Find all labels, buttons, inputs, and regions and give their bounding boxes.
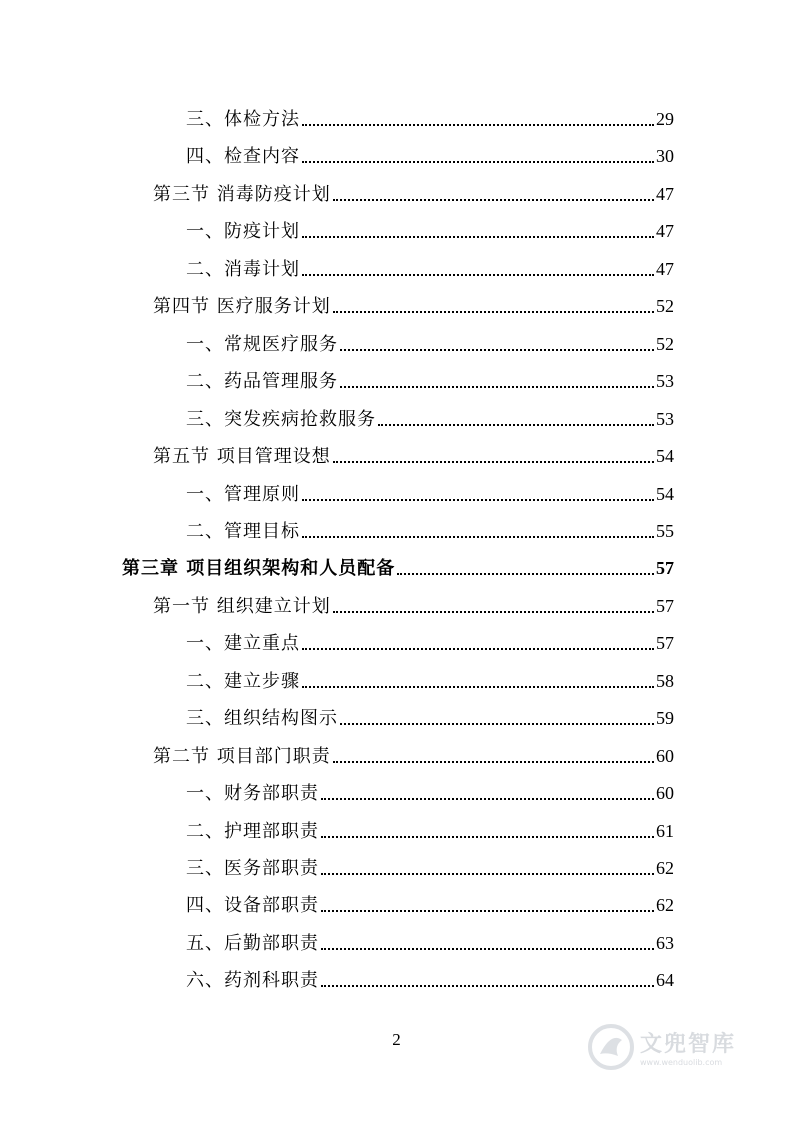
toc-label: 一、管理原则	[186, 484, 300, 505]
toc-row[interactable]	[186, 331, 674, 357]
toc-label: 第三章 项目组织架构和人员配备	[122, 558, 396, 579]
toc-row[interactable]	[186, 892, 674, 918]
toc-row[interactable]	[186, 668, 674, 694]
toc-page-number: 64	[656, 970, 674, 990]
toc-row[interactable]	[186, 481, 674, 507]
toc-label: 一、财务部职责	[186, 783, 319, 804]
toc-dot-leader	[340, 386, 654, 388]
toc-dot-leader	[321, 910, 654, 912]
toc-row[interactable]	[186, 855, 674, 881]
toc-row[interactable]	[153, 293, 674, 319]
toc-row[interactable]	[186, 930, 674, 956]
toc-row[interactable]	[186, 818, 674, 844]
toc-label: 一、防疫计划	[186, 221, 300, 242]
watermark-url: www.wenduolib.com	[640, 1058, 723, 1067]
toc-label: 第二节 项目部门职责	[153, 746, 331, 767]
toc-dot-leader	[302, 499, 654, 501]
toc-label: 六、药剂科职责	[186, 970, 319, 991]
toc-row[interactable]	[186, 218, 674, 244]
toc-dot-leader	[302, 124, 654, 126]
toc-row[interactable]	[186, 368, 674, 394]
toc-row[interactable]	[153, 443, 674, 469]
toc-label: 第五节 项目管理设想	[153, 446, 331, 467]
toc-label: 三、突发疾病抢救服务	[186, 409, 376, 430]
toc-page-number: 62	[656, 895, 674, 915]
toc-page-number: 53	[656, 371, 674, 391]
toc-dot-leader	[340, 349, 654, 351]
toc-row[interactable]	[153, 593, 674, 619]
toc-label: 第四节 医疗服务计划	[153, 296, 331, 317]
toc-dot-leader	[333, 311, 654, 313]
toc-page-number: 47	[656, 221, 674, 241]
toc-page-number: 52	[656, 296, 674, 316]
toc-dot-leader	[302, 648, 654, 650]
watermark	[588, 1020, 778, 1074]
toc-page-number: 47	[656, 184, 674, 204]
toc-page-number: 59	[656, 708, 674, 728]
toc-dot-leader	[378, 424, 654, 426]
toc-page-number: 57	[656, 558, 674, 578]
toc-page-number: 58	[656, 671, 674, 691]
toc-label: 三、组织结构图示	[186, 708, 338, 729]
wenduo-logo-icon	[588, 1024, 634, 1070]
toc-label: 三、体检方法	[186, 109, 300, 130]
toc-dot-leader	[321, 948, 654, 950]
toc-label: 二、管理目标	[186, 521, 300, 542]
toc-dot-leader	[321, 985, 654, 987]
toc-page-number: 29	[656, 109, 674, 129]
toc-page-number: 55	[656, 521, 674, 541]
toc-row[interactable]	[186, 518, 674, 544]
toc-label: 一、常规医疗服务	[186, 334, 338, 355]
toc-dot-leader	[302, 274, 654, 276]
toc-page-number: 60	[656, 783, 674, 803]
toc-label: 二、药品管理服务	[186, 371, 338, 392]
toc-page-number: 53	[656, 409, 674, 429]
toc-page-number: 62	[656, 858, 674, 878]
toc-page-number: 57	[656, 596, 674, 616]
toc-dot-leader	[302, 686, 654, 688]
toc-page-number: 60	[656, 746, 674, 766]
toc-row[interactable]	[186, 705, 674, 731]
toc-row[interactable]	[186, 143, 674, 169]
toc-label: 第一节 组织建立计划	[153, 596, 331, 617]
toc-page-number: 47	[656, 259, 674, 279]
toc-dot-leader	[302, 236, 654, 238]
toc-dot-leader	[333, 761, 654, 763]
toc-page-number: 61	[656, 821, 674, 841]
toc-label: 二、建立步骤	[186, 671, 300, 692]
toc-label: 一、建立重点	[186, 633, 300, 654]
toc-dot-leader	[333, 199, 654, 201]
toc-row[interactable]	[186, 106, 674, 132]
toc-page-number: 57	[656, 633, 674, 653]
toc-dot-leader	[340, 723, 654, 725]
toc-dot-leader	[321, 873, 654, 875]
toc-row[interactable]	[186, 256, 674, 282]
toc-dot-leader	[321, 798, 654, 800]
toc-dot-leader	[302, 161, 654, 163]
toc-label: 第三节 消毒防疫计划	[153, 184, 331, 205]
toc-label: 五、后勤部职责	[186, 933, 319, 954]
toc-dot-leader	[333, 611, 654, 613]
toc-row[interactable]	[122, 555, 674, 581]
toc-dot-leader	[333, 461, 654, 463]
toc-row[interactable]	[186, 780, 674, 806]
toc-label: 四、检查内容	[186, 146, 300, 167]
toc-page-number: 63	[656, 933, 674, 953]
toc-row[interactable]	[186, 406, 674, 432]
toc-dot-leader	[397, 573, 654, 575]
watermark-name: 文兜智库	[640, 1032, 737, 1057]
toc-label: 二、护理部职责	[186, 821, 319, 842]
toc-label: 三、医务部职责	[186, 858, 319, 879]
toc-page-number: 30	[656, 146, 674, 166]
toc-row[interactable]	[186, 630, 674, 656]
toc-label: 四、设备部职责	[186, 895, 319, 916]
toc-dot-leader	[321, 836, 654, 838]
toc-row[interactable]	[153, 181, 674, 207]
toc-dot-leader	[302, 536, 654, 538]
page-number: 2	[392, 1030, 401, 1049]
toc-row[interactable]	[153, 743, 674, 769]
toc-page-number: 52	[656, 334, 674, 354]
toc-page-number: 54	[656, 446, 674, 466]
toc-row[interactable]	[186, 967, 674, 993]
toc-label: 二、消毒计划	[186, 259, 300, 280]
toc-page-number: 54	[656, 484, 674, 504]
